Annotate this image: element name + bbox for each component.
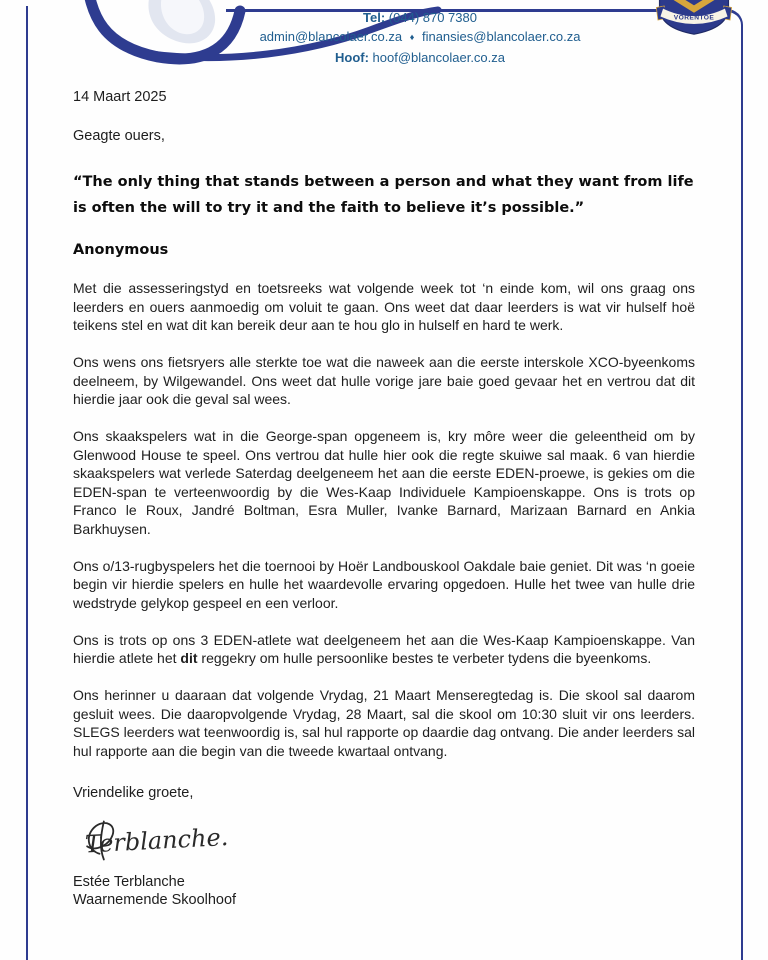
email-admin: admin@blancolaer.co.za <box>259 29 403 44</box>
letter-paragraphs <box>73 279 695 760</box>
hoof-email: hoof@blancolaer.co.za <box>372 50 505 65</box>
contact-email-line <box>120 27 720 48</box>
paragraph-text: Met die assesseringstyd en toetsreeks wat volgende week tot ‘n einde kom, wil ons graag ons leerders en ouers aanmoedig om voluit te gaan. Ons weet dat daar leerders is wat vir hulself hoë teikens stel en wat dit kan bereik deur aan te hou glo in hulself en hard te werk. <box>73 280 695 333</box>
paragraph-text: Ons herinner u daaraan dat volgende Vrydag, 21 Maart Menseregtedag is. Die skool sal daarom gesluit wees. Die daaropvolgende Vrydag, 28 Maart, sal die skool om 10:30 sluit vir ons leerders. SLEGS leerders wat teenwoordig is, sal hul rapporte op daardie dag ontvang. Die ander leerders sal hul rapporte aan die begin van die tweede kwartaal ontvang. <box>73 687 695 759</box>
letterhead-contact <box>120 8 720 67</box>
paragraph-text: Ons is trots op ons 3 EDEN-atlete wat deelgeneem het aan die Wes-Kaap Kampioenskappe. Van hierdie atlete het <box>73 631 695 666</box>
quote-text: “The only thing that stands between a person and what they want from life is often the will to try it and the faith to believe it’s possible.” <box>73 174 694 216</box>
letter-paragraph <box>73 279 695 335</box>
handwritten-signature-graphic <box>73 813 263 869</box>
closing: Vriendelike groete, <box>73 785 194 801</box>
letter-paragraph <box>73 557 695 613</box>
letter-paragraph <box>73 353 695 409</box>
contact-tel-line <box>120 8 720 27</box>
letter-paragraph <box>73 427 695 538</box>
signature <box>73 813 695 869</box>
paragraph-text: Ons o/13-rugbyspelers het die toernooi by Hoër Landbouskool Oakdale baie geniet. Dit was ‘n goeie begin vir hierdie spelers en hulle het waardevolle ervaring opgedoen. Hulle het twee van hulle drie wedstryde gelykop gespeel en een verloor. <box>73 557 695 611</box>
email-finansies: finansies@blancolaer.co.za <box>421 29 581 44</box>
hoof-label: Hoof: <box>334 50 369 65</box>
paragraph-text: Ons wens ons fietsryers alle sterkte toe wat die naweek aan die eerste interskole XCO-byeenkoms deelneem, by Wilgewandel. Ons weet dat hulle vorige jare baie goed gevaar het en vertrou dat dit hierdie jaar ook die geval sal wees. <box>73 354 695 407</box>
letter-date: 14 Maart 2025 <box>73 89 167 105</box>
paragraph-text: Ons skaakspelers wat in die George-span opgeneem is, kry môre weer die geleentheid om by Glenwood House te speel. Ons vertrou dat hulle hier ook die regte skuiwe sal maak. 6 van hierdie skaakspelers wat verlede Saterdag deelgeneem het aan die eerste EDEN-proewe, is gekies om die EDEN-span te verteenwoordig by die Wes-Kaap Individuele Kampioenskappe. Ons is trots op Franco le Roux, Jandré Boltman, Esra Muller, Ivanke Barnard, Marizaan Barnard en Ankia Barkhuysen. <box>73 428 695 537</box>
signatory-name: Estée Terblanche <box>73 873 185 890</box>
emphasis-text: dit <box>180 650 198 666</box>
tel-label: Tel: <box>363 10 386 25</box>
signatory-title: Waarnemende Skoolhoof <box>73 891 237 908</box>
letter-body <box>73 88 695 909</box>
salutation: Geagte ouers, <box>73 127 165 144</box>
letter-paragraph <box>73 631 695 668</box>
tel-number: (044) 870 7380 <box>388 10 477 25</box>
crest-motto: VORENTOE <box>673 14 715 22</box>
page-border-left <box>26 6 28 960</box>
letter-paragraph <box>73 686 695 760</box>
paragraph-text: reggekry om hulle persoonlike bestes te verbeter tydens die byeenkoms. <box>197 650 652 666</box>
quote-attribution: Anonymous <box>73 242 169 258</box>
signature-text: Terblanche. <box>84 822 229 858</box>
diamond-separator-icon: ♦ <box>409 32 415 42</box>
contact-hoof-line <box>120 48 720 67</box>
